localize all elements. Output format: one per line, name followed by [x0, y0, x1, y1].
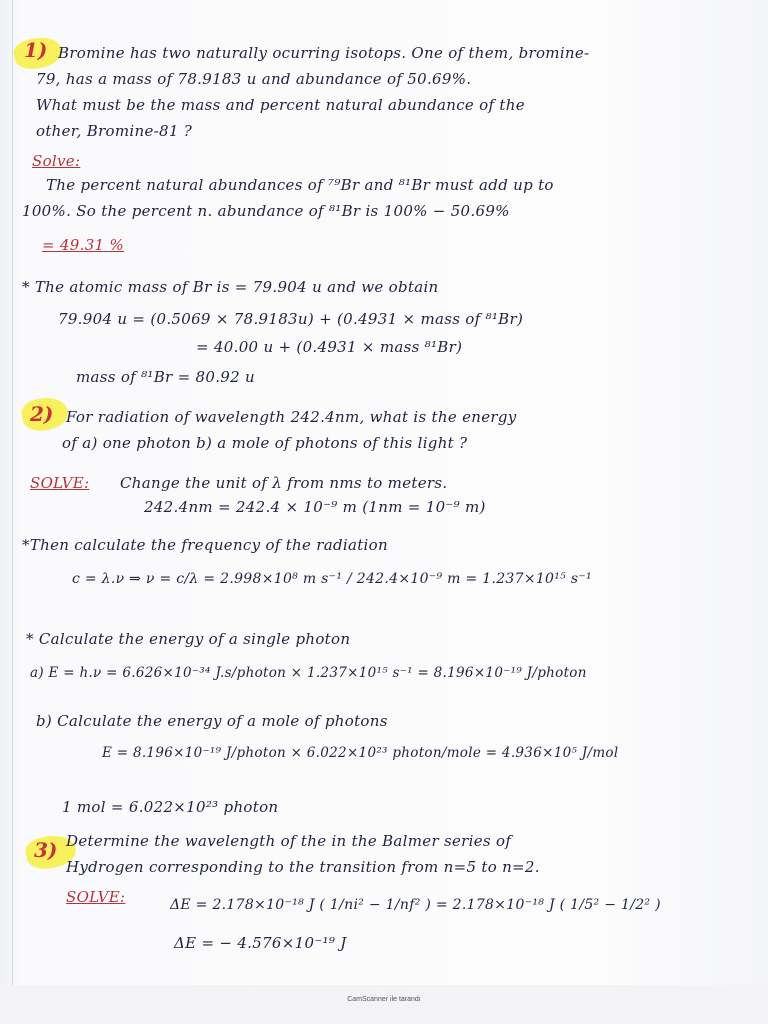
problem-3-line-1: Determine the wavelength of the in the Balmer series of — [66, 832, 512, 850]
problem-1-solution-2: 100%. So the percent n. abundance of ⁸¹Br is 100% − 50.69% — [22, 202, 510, 220]
problem-2-line-2: of a) one photon b) a mole of photons of this light ? — [62, 434, 468, 452]
scanner-watermark: CamScanner ile tarandı — [347, 996, 421, 1003]
problem-2-solution-1: Change the unit of λ from nms to meters. — [120, 474, 448, 492]
problem-2-solution-5: * Calculate the energy of a single photon — [26, 630, 351, 648]
problem-3-line-2: Hydrogen corresponding to the transition from n=5 to n=2. — [66, 858, 540, 876]
problem-1-line-4: other, Bromine-81 ? — [36, 122, 193, 140]
problem-1-solution-1: The percent natural abundances of ⁷⁹Br and ⁸¹Br must add up to — [46, 176, 554, 194]
problem-1-number: 1) — [24, 38, 48, 62]
problem-1-solve-label: Solve: — [32, 152, 81, 170]
problem-2-solve-label: SOLVE: — [30, 474, 90, 492]
problem-3-solution-1: ΔE = 2.178×10⁻¹⁸ J ( 1/ni² − 1/nf² ) = 2.178×10⁻¹⁸ J ( 1/5² − 1/2² ) — [170, 897, 661, 913]
problem-1-solution-7: mass of ⁸¹Br = 80.92 u — [76, 368, 255, 386]
problem-1-line-2: 79, has a mass of 78.9183 u and abundance of 50.69%. — [36, 70, 472, 88]
problem-2-solution-3: *Then calculate the frequency of the radiation — [22, 536, 388, 554]
margin-line — [12, 0, 13, 985]
problem-2-solution-6: a) E = h.ν = 6.626×10⁻³⁴ J.s/photon × 1.237×10¹⁵ s⁻¹ = 8.196×10⁻¹⁹ J/photon — [30, 665, 587, 681]
problem-2-line-1: For radiation of wavelength 242.4nm, what is the energy — [66, 408, 517, 426]
problem-2-solution-8: E = 8.196×10⁻¹⁹ J/photon × 6.022×10²³ photon/mole = 4.936×10⁵ J/mol — [102, 745, 619, 761]
problem-1-solution-4: * The atomic mass of Br is = 79.904 u and we obtain — [22, 278, 439, 296]
problem-2-solution-9: 1 mol = 6.022×10²³ photon — [62, 798, 279, 816]
problem-2-solution-4: c = λ.ν ⇒ ν = c/λ = 2.998×10⁸ m s⁻¹ / 242.4×10⁻⁹ m = 1.237×10¹⁵ s⁻¹ — [72, 571, 592, 587]
problem-3-solve-label: SOLVE: — [66, 888, 126, 906]
problem-1-solution-3: = 49.31 % — [42, 236, 124, 254]
problem-1-solution-5: 79.904 u = (0.5069 × 78.9183u) + (0.4931 × mass of ⁸¹Br) — [58, 310, 524, 328]
problem-2-number: 2) — [30, 402, 54, 426]
problem-2-solution-7: b) Calculate the energy of a mole of photons — [36, 712, 388, 730]
problem-1-line-3: What must be the mass and percent natural abundance of the — [36, 96, 525, 114]
problem-3-solution-2: ΔE = − 4.576×10⁻¹⁹ J — [174, 934, 347, 952]
problem-2-solution-2: 242.4nm = 242.4 × 10⁻⁹ m (1nm = 10⁻⁹ m) — [144, 498, 486, 516]
problem-1-line-1: Bromine has two naturally ocurring isotops. One of them, bromine- — [58, 44, 590, 62]
problem-3-number: 3) — [34, 838, 58, 862]
problem-1-solution-6: = 40.00 u + (0.4931 × mass ⁸¹Br) — [196, 338, 463, 356]
